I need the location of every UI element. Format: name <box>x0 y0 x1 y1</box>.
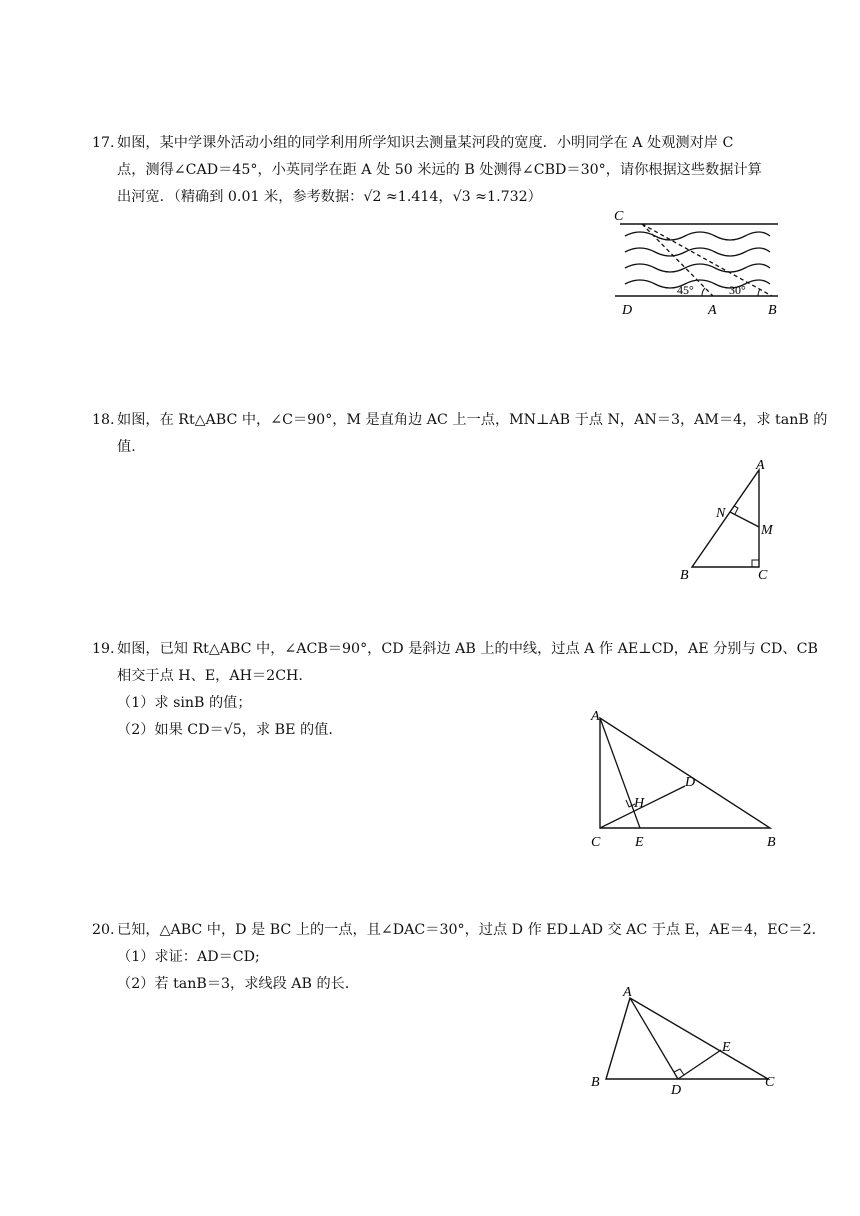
label-30: 30° <box>729 283 746 297</box>
label-C: C <box>758 568 768 583</box>
problem-text-line: （2）若 tanB＝3，求线段 AB 的长． <box>117 976 360 992</box>
problem-text-line: 点，测得∠CAD＝45°，小英同学在距 A 处 50 米远的 B 处测得∠CBD＝30°，请你根据这些数据计算 <box>117 162 762 178</box>
problem-text-line: 相交于点 H、E，AH＝2CH. <box>117 668 303 684</box>
label-N: N <box>716 506 726 521</box>
triangle-figure-20 <box>585 982 785 1097</box>
problem-text-line: （2）如果 CD＝√5，求 BE 的值. <box>117 722 333 738</box>
problem-text-line: 出河宽．（精确到 0.01 米，参考数据：√2 ≈1.414，√3 ≈1.732） <box>117 189 542 205</box>
label-C: C <box>614 209 624 224</box>
problem-text-line: （1）求证：AD＝CD; <box>117 949 260 965</box>
label-45: 45° <box>677 283 694 297</box>
label-A: A <box>591 709 600 724</box>
label-M: M <box>761 523 773 538</box>
label-H: H <box>634 796 645 811</box>
label-D: D <box>685 775 696 790</box>
triangle-figure-18 <box>672 455 792 585</box>
problem-text-line: 值. <box>117 439 136 455</box>
problem-text-line: 如图，某中学课外活动小组的同学利用所学知识去测量某河段的宽度．小明同学在 A 处观测对岸 C <box>117 135 734 151</box>
label-D: D <box>622 303 633 318</box>
problem-text-line: 如图，已知 Rt△ABC 中，∠ACB＝90°，CD 是斜边 AB 上的中线，过点 A 作 AE⊥CD，AE 分别与 CD、CB <box>117 641 818 657</box>
problem-number: 19. <box>92 641 115 657</box>
label-E: E <box>635 835 644 850</box>
label-A: A <box>623 985 632 1000</box>
problem-number: 18. <box>92 412 115 428</box>
label-B: B <box>591 1075 600 1090</box>
triangle-figure-19 <box>585 706 785 856</box>
label-B: B <box>680 568 689 583</box>
label-B: B <box>767 835 776 850</box>
problem-number: 20. <box>92 922 115 938</box>
label-C: C <box>765 1075 775 1090</box>
label-D: D <box>671 1083 682 1097</box>
river-figure <box>610 204 790 319</box>
problem-text-line: （1）求 sinB 的值； <box>117 695 252 711</box>
problem-text-line: 已知，△ABC 中，D 是 BC 上的一点，且∠DAC＝30°，过点 D 作 ED⊥AD 交 AC 于点 E，AE＝4，EC＝2． <box>117 922 826 938</box>
label-C: C <box>591 835 601 850</box>
label-A: A <box>708 303 717 318</box>
label-A: A <box>756 458 765 473</box>
problem-number: 17. <box>92 135 115 151</box>
label-B: B <box>768 303 777 318</box>
label-E: E <box>722 1040 731 1055</box>
problem-text-line: 如图，在 Rt△ABC 中，∠C＝90°，M 是直角边 AC 上一点，MN⊥AB 于点 N，AN＝3，AM＝4，求 tanB 的 <box>117 412 828 428</box>
